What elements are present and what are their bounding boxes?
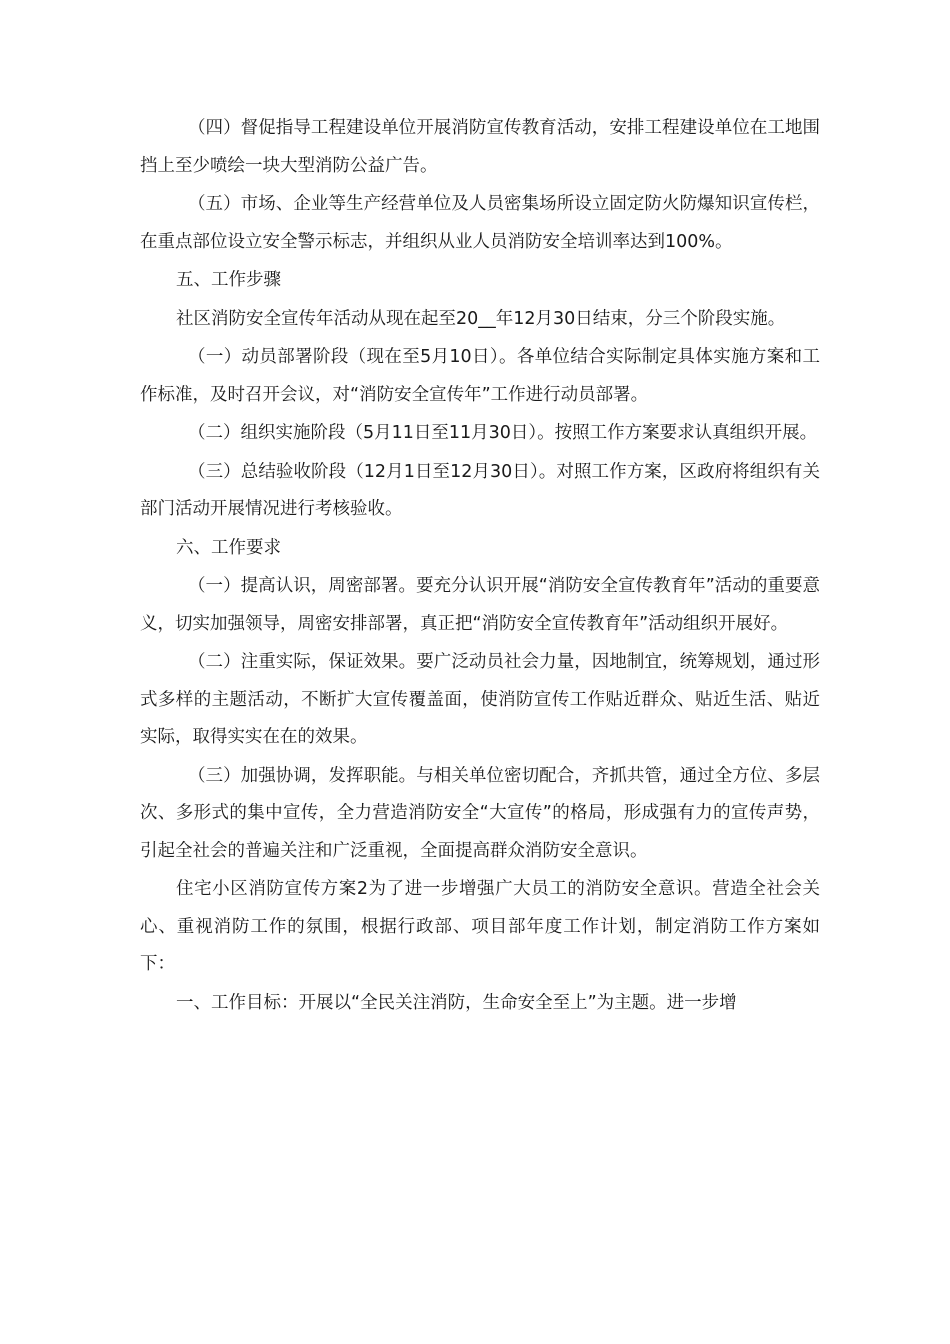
document-body: [140, 110, 820, 1023]
paragraph-stage-2: （二）组织实施阶段（5月11日至11月30日）。按照工作方案要求认真组织开展。: [188, 423, 818, 443]
paragraph-plan-2-intro: 住宅小区消防宣传方案2为了进一步增强广大员工的消防安全意识。营造全社会关心、重视消防工作的氛围，根据行政部、项目部年度工作计划，制定消防工作方案如下：: [140, 879, 820, 974]
paragraph-steps-intro: 社区消防安全宣传年活动从现在起至20__年12月30日结束，分三个阶段实施。: [176, 308, 786, 329]
paragraph-work-goal: 一、工作目标：开展以“全民关注消防，生命安全至上”为主题。进一步增: [176, 992, 737, 1013]
section-heading-work-requirements: 六、工作要求: [176, 537, 281, 558]
paragraph-requirement-3: （三）加强协调，发挥职能。与相关单位密切配合，齐抓共管，通过全方位、多层次、多形式的集中宣传，全力营造消防安全“大宣传”的格局，形成强有力的宣传声势，引起全社会的普遍关注和广泛重视，全面提高群众消防安全意识。: [140, 765, 820, 861]
paragraph-requirement-1: （一）提高认识，周密部署。要充分认识开展“消防安全宣传教育年”活动的重要意义，切实加强领导，周密安排部署，真正把“消防安全宣传教育年”活动组织开展好。: [140, 576, 820, 634]
paragraph-requirement-2: （二）注重实际，保证效果。要广泛动员社会力量，因地制宜，统筹规划，通过形式多样的主题活动，不断扩大宣传覆盖面，使消防宣传工作贴近群众、贴近生活、贴近实际，取得实实在在的效果。: [140, 652, 820, 747]
paragraph-item-5: （五）市场、企业等生产经营单位及人员密集场所设立固定防火防爆知识宣传栏，在重点部位设立安全警示标志，并组织从业人员消防安全培训率达到100%。: [140, 194, 820, 252]
paragraph-stage-1: （一）动员部署阶段（现在至5月10日）。各单位结合实际制定具体实施方案和工作标准，及时召开会议，对“消防安全宣传年”工作进行动员部署。: [140, 347, 820, 405]
section-heading-work-steps: 五、工作步骤: [176, 270, 281, 290]
paragraph-item-4: （四）督促指导工程建设单位开展消防宣传教育活动，安排工程建设单位在工地围挡上至少喷绘一块大型消防公益广告。: [140, 118, 820, 176]
paragraph-stage-3: （三）总结验收阶段（12月1日至12月30日）。对照工作方案，区政府将组织有关部门活动开展情况进行考核验收。: [140, 461, 820, 519]
